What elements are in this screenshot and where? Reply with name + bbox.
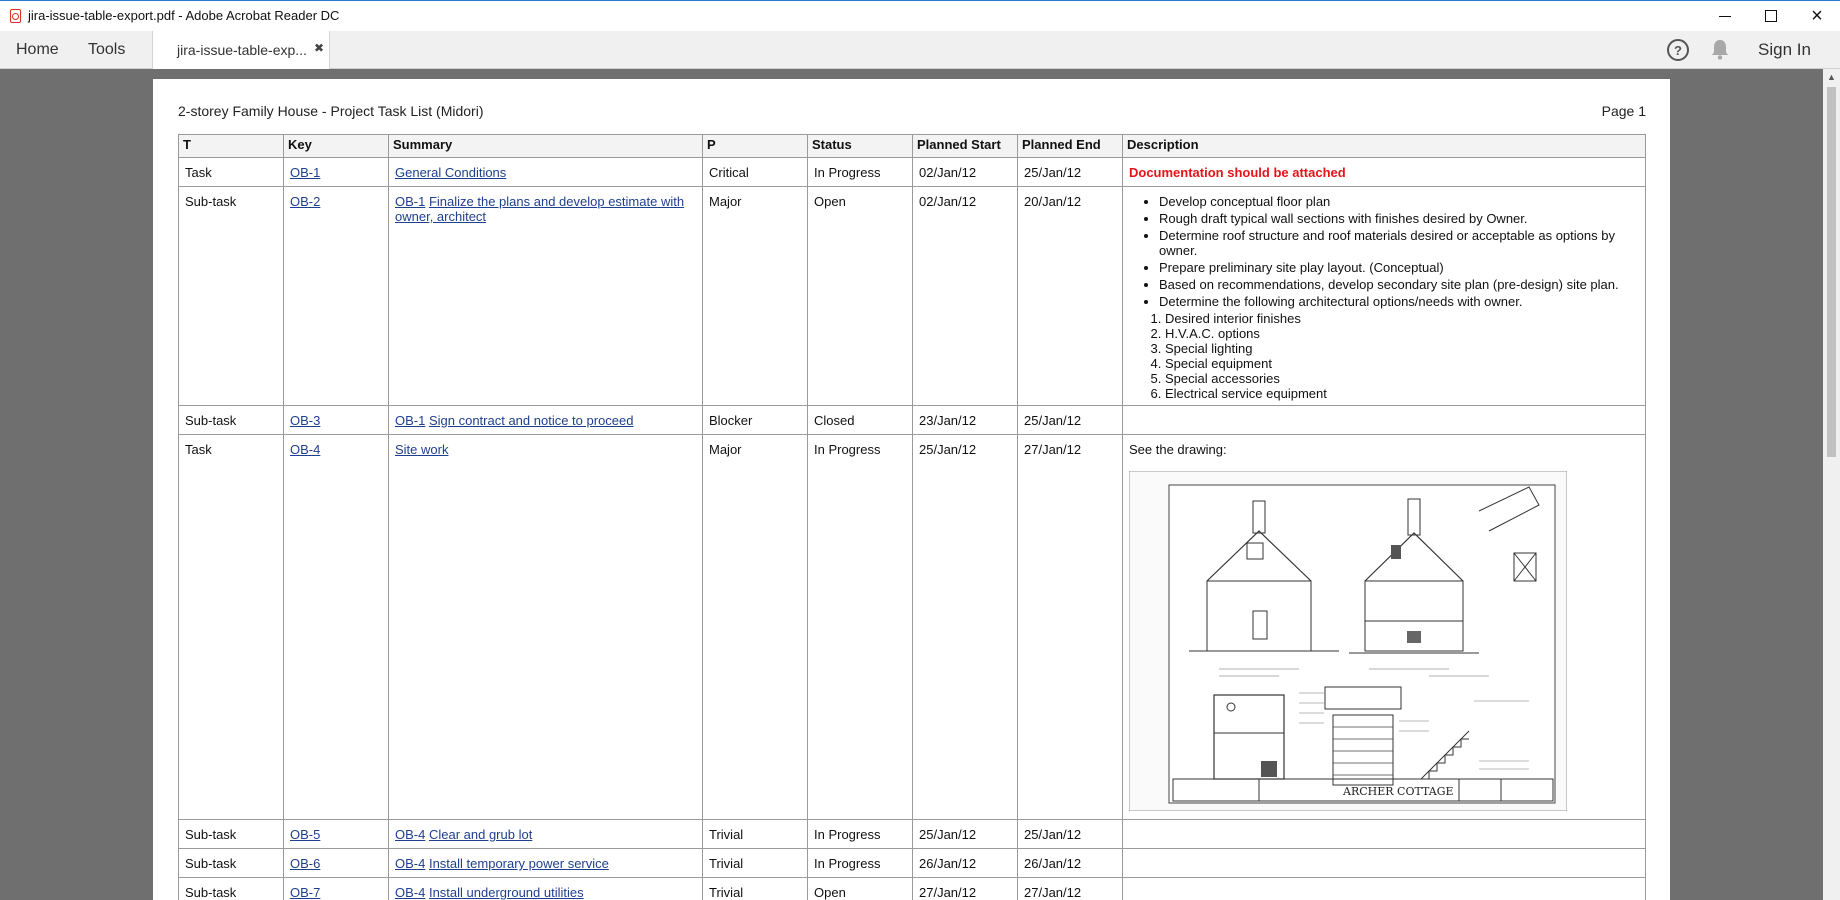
start-cell: 25/Jan/12 bbox=[913, 435, 1018, 820]
end-cell: 26/Jan/12 bbox=[1018, 849, 1123, 878]
type-cell: Sub-task bbox=[179, 820, 284, 849]
summary-cell bbox=[389, 849, 703, 878]
scrollbar-thumb[interactable] bbox=[1827, 87, 1836, 457]
list-item: • Based on recommendations, develop secondary site plan (pre-design) site plan. bbox=[1159, 277, 1639, 292]
description-text: See the drawing: bbox=[1129, 442, 1227, 457]
maximize-icon bbox=[1765, 10, 1777, 22]
list-item: • Determine roof structure and roof materials desired or acceptable as options by owner. bbox=[1159, 228, 1639, 258]
start-cell: 27/Jan/12 bbox=[913, 878, 1018, 900]
toolbar bbox=[0, 31, 1840, 69]
status-cell: Open bbox=[808, 187, 913, 406]
description-cell bbox=[1123, 820, 1646, 849]
parent-key-link[interactable]: OB-1 bbox=[395, 413, 426, 428]
summary-link[interactable]: Sign contract and notice to proceed bbox=[428, 413, 634, 428]
list-item: • Determine the following architectural options/needs with owner. bbox=[1159, 294, 1639, 309]
end-cell: 20/Jan/12 bbox=[1018, 187, 1123, 406]
title-bar bbox=[0, 0, 1840, 31]
column-header: Status bbox=[808, 135, 913, 158]
key-cell bbox=[284, 878, 389, 900]
start-cell: 23/Jan/12 bbox=[913, 406, 1018, 435]
status-cell: In Progress bbox=[808, 435, 913, 820]
key-cell bbox=[284, 158, 389, 187]
priority-cell: Major bbox=[703, 187, 808, 406]
list-item: 4. Special equipment bbox=[1165, 356, 1639, 371]
list-item: 3. Special lighting bbox=[1165, 341, 1639, 356]
description-cell bbox=[1123, 187, 1646, 406]
tools-menu[interactable]: Tools bbox=[88, 41, 126, 58]
priority-cell: Major bbox=[703, 435, 808, 820]
column-header: P bbox=[703, 135, 808, 158]
list-item: • Develop conceptual floor plan bbox=[1159, 194, 1639, 209]
summary-cell bbox=[389, 158, 703, 187]
status-cell: Open bbox=[808, 878, 913, 900]
list-item: 2. H.V.A.C. options bbox=[1165, 326, 1639, 341]
priority-cell: Trivial bbox=[703, 820, 808, 849]
end-cell: 27/Jan/12 bbox=[1018, 435, 1123, 820]
home-menu[interactable]: Home bbox=[16, 41, 59, 58]
column-header: Summary bbox=[389, 135, 703, 158]
status-cell: Closed bbox=[808, 406, 913, 435]
issue-key-link[interactable]: OB-7 bbox=[290, 885, 321, 900]
issue-key-link[interactable]: OB-5 bbox=[290, 827, 321, 842]
start-cell: 02/Jan/12 bbox=[913, 187, 1018, 406]
priority-cell: Trivial bbox=[703, 878, 808, 900]
table-header-row bbox=[179, 135, 1646, 158]
summary-link[interactable]: Install temporary power service bbox=[428, 856, 609, 871]
summary-cell bbox=[389, 878, 703, 900]
parent-key-link[interactable]: OB-4 bbox=[395, 856, 426, 871]
start-cell: 02/Jan/12 bbox=[913, 158, 1018, 187]
key-cell bbox=[284, 820, 389, 849]
column-header: Description bbox=[1123, 135, 1646, 158]
issue-table bbox=[178, 134, 1646, 900]
status-cell: In Progress bbox=[808, 158, 913, 187]
architectural-drawing bbox=[1129, 471, 1567, 811]
key-cell bbox=[284, 849, 389, 878]
end-cell: 25/Jan/12 bbox=[1018, 820, 1123, 849]
issue-key-link[interactable]: OB-3 bbox=[290, 413, 321, 428]
scroll-up-icon[interactable]: ▲ bbox=[1827, 72, 1836, 82]
end-cell: 27/Jan/12 bbox=[1018, 878, 1123, 900]
type-cell: Sub-task bbox=[179, 849, 284, 878]
status-cell: In Progress bbox=[808, 849, 913, 878]
close-button[interactable] bbox=[1794, 1, 1840, 31]
description-warning: Documentation should be attached bbox=[1129, 165, 1346, 180]
summary-link[interactable]: Install underground utilities bbox=[428, 885, 584, 900]
list-item: 1. Desired interior finishes bbox=[1165, 311, 1639, 326]
priority-cell: Critical bbox=[703, 158, 808, 187]
maximize-button[interactable] bbox=[1748, 1, 1794, 31]
issue-key-link[interactable]: OB-1 bbox=[290, 165, 321, 180]
minimize-button[interactable] bbox=[1702, 1, 1748, 31]
document-viewport[interactable] bbox=[0, 69, 1823, 900]
table-row bbox=[179, 406, 1646, 435]
description-bullet-list bbox=[1129, 194, 1639, 309]
pdf-icon bbox=[10, 9, 21, 23]
tab-close-icon[interactable]: ✖ bbox=[314, 41, 325, 55]
table-row bbox=[179, 435, 1646, 820]
key-cell bbox=[284, 406, 389, 435]
description-cell bbox=[1123, 878, 1646, 900]
summary-link[interactable]: Finalize the plans and develop estimate with owner, architect bbox=[395, 194, 685, 224]
end-cell: 25/Jan/12 bbox=[1018, 406, 1123, 435]
type-cell: Task bbox=[179, 158, 284, 187]
column-header: Planned Start bbox=[913, 135, 1018, 158]
list-item: 6. Electrical service equipment bbox=[1165, 386, 1639, 401]
type-cell: Task bbox=[179, 435, 284, 820]
description-numbered-list bbox=[1129, 311, 1639, 401]
close-icon: × bbox=[1811, 4, 1823, 27]
column-header: Planned End bbox=[1018, 135, 1123, 158]
vertical-scrollbar[interactable] bbox=[1823, 69, 1840, 900]
end-cell: 25/Jan/12 bbox=[1018, 158, 1123, 187]
summary-cell bbox=[389, 187, 703, 406]
table-row bbox=[179, 878, 1646, 900]
summary-cell bbox=[389, 435, 703, 820]
column-header: T bbox=[179, 135, 284, 158]
summary-link[interactable]: Site work bbox=[395, 442, 449, 457]
parent-key-link[interactable]: OB-4 bbox=[395, 827, 426, 842]
list-item: 5. Special accessories bbox=[1165, 371, 1639, 386]
issue-key-link[interactable]: OB-2 bbox=[290, 194, 321, 209]
key-cell bbox=[284, 187, 389, 406]
type-cell: Sub-task bbox=[179, 406, 284, 435]
issue-key-link[interactable]: OB-6 bbox=[290, 856, 321, 871]
start-cell: 26/Jan/12 bbox=[913, 849, 1018, 878]
summary-cell bbox=[389, 820, 703, 849]
issue-key-link[interactable]: OB-4 bbox=[290, 442, 321, 457]
drawing-title: ARCHER COTTAGE bbox=[1343, 785, 1454, 798]
priority-cell: Trivial bbox=[703, 849, 808, 878]
type-cell: Sub-task bbox=[179, 187, 284, 406]
minimize-icon bbox=[1719, 16, 1731, 17]
window-title: jira-issue-table-export.pdf - Adobe Acrobat Reader DC bbox=[28, 8, 340, 23]
list-item: • Prepare preliminary site play layout. (Conceptual) bbox=[1159, 260, 1639, 275]
bell-icon[interactable] bbox=[1709, 37, 1731, 61]
key-cell bbox=[284, 435, 389, 820]
parent-key-link[interactable]: OB-4 bbox=[395, 885, 426, 900]
description-cell bbox=[1123, 849, 1646, 878]
column-header: Key bbox=[284, 135, 389, 158]
summary-cell bbox=[389, 406, 703, 435]
start-cell: 25/Jan/12 bbox=[913, 820, 1018, 849]
parent-key-link[interactable]: OB-1 bbox=[395, 194, 426, 209]
document-title: 2-storey Family House - Project Task List (Midori) bbox=[178, 103, 484, 119]
summary-link[interactable]: Clear and grub lot bbox=[428, 827, 533, 842]
pdf-page bbox=[153, 79, 1670, 900]
priority-cell: Blocker bbox=[703, 406, 808, 435]
table-row bbox=[179, 187, 1646, 406]
table-row bbox=[179, 849, 1646, 878]
document-tab-label: jira-issue-table-exp... bbox=[177, 42, 307, 58]
summary-link[interactable]: General Conditions bbox=[395, 165, 507, 180]
type-cell: Sub-task bbox=[179, 878, 284, 900]
document-tab[interactable] bbox=[152, 31, 330, 69]
page-number: Page 1 bbox=[1601, 103, 1646, 119]
description-cell bbox=[1123, 435, 1646, 820]
help-icon[interactable]: ? bbox=[1667, 39, 1689, 61]
description-cell bbox=[1123, 406, 1646, 435]
list-item: • Rough draft typical wall sections with finishes desired by Owner. bbox=[1159, 211, 1639, 226]
table-row bbox=[179, 820, 1646, 849]
status-cell: In Progress bbox=[808, 820, 913, 849]
table-row bbox=[179, 158, 1646, 187]
sign-in-button[interactable]: Sign In bbox=[1758, 40, 1811, 59]
description-cell bbox=[1123, 158, 1646, 187]
